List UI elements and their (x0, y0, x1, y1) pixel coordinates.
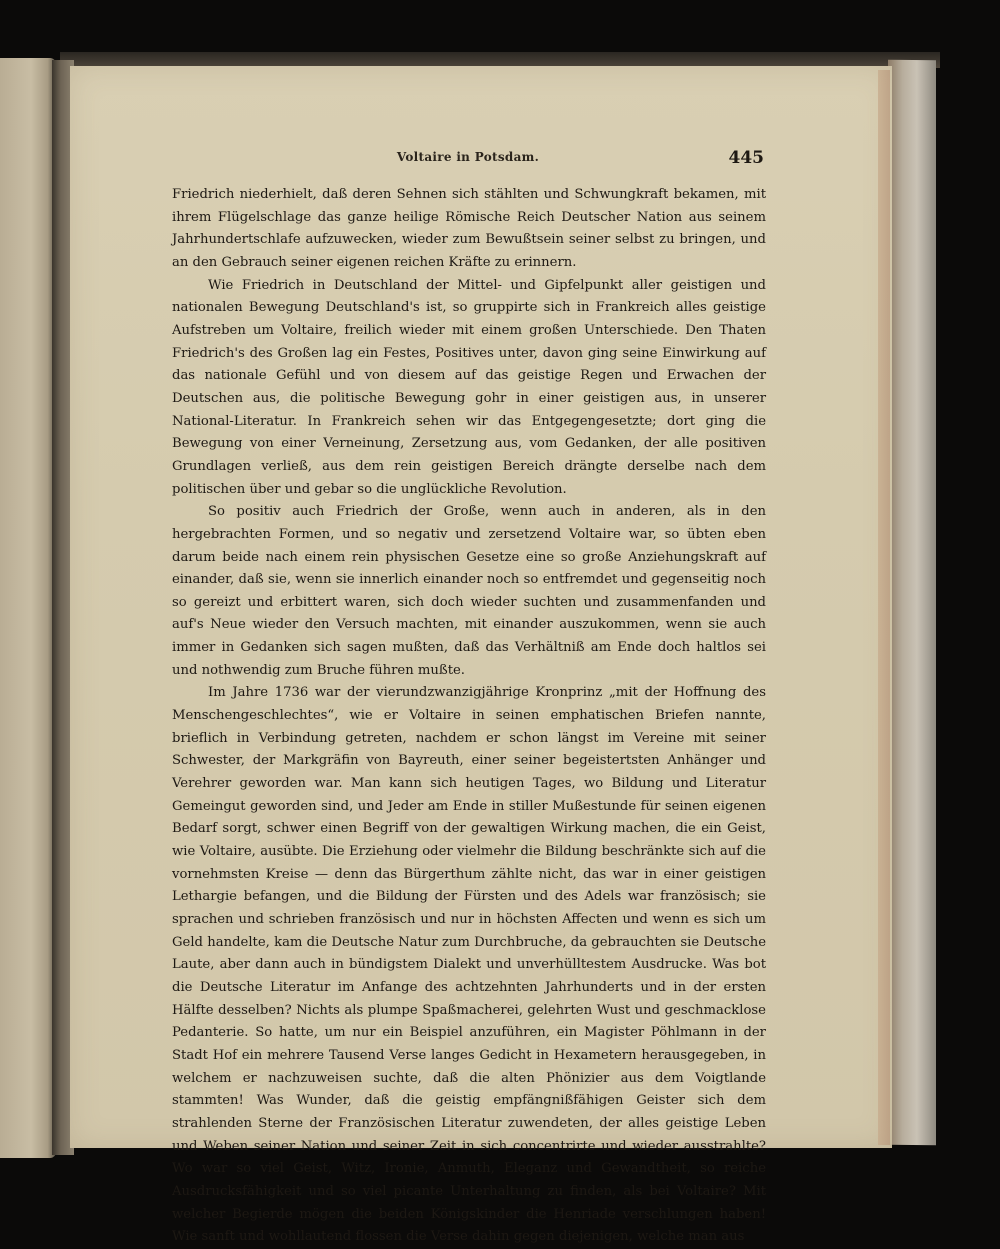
book-cover-right-edge (888, 60, 936, 1145)
page-number: 445 (728, 148, 764, 168)
body-text (172, 184, 766, 1249)
page-right-edge (878, 70, 890, 1145)
paragraph: So positiv auch Friedrich der Große, wenn auch in anderen, als in den hergebrachten Formen, und so negativ und zersetzend Voltaire war, so übten eben darum beide nach einem rein physischen Gesetze eine so große Anziehungskraft auf einander, daß sie, wenn sie innerlich einander noch so entfremdet und gegenseitig noch so gereizt und erbittert waren, sich doch wieder suchten und zusammenfanden und auf's Neue wieder den Versuch machten, mit einander auszukommen, wenn sie auch immer in Gedanken sich sagen mußten, daß das Verhältniß am Ende doch haltlos sei und nothwendig zum Bruche führen mußte. (172, 504, 766, 678)
paragraph: Wie Friedrich in Deutschland der Mittel- und Gipfelpunkt aller geistigen und nationalen Bewegung Deutschland's ist, so gruppirte sich in Frankreich alles geistige Aufstreben um Voltaire, freilich wieder mit einem großen Unterschiede. Den Thaten Friedrich's des Großen lag ein Festes, Positives unter, davon ging seine Einwirkung auf das nationale Gefühl und von diesem auf das geistige Regen und Erwachen der Deutschen aus, die politische Bewegung gohr in einer geistigen aus, in unserer National-Literatur. In Frankreich sehen wir das Entgegengesetzte; dort ging die Bewegung von einer Verneinung, Zersetzung aus, vom Gedanken, der alle positiven Grundlagen verließ, aus dem rein geistigen Bereich drängte derselbe nach dem politischen über und gebar so die unglückliche Revolution. (172, 277, 766, 497)
running-title: Voltaire in Potsdam. (396, 150, 540, 164)
paragraph: Friedrich niederhielt, daß deren Sehnen sich stählten und Schwungkraft bekamen, mit ihrem Flügelschlage das ganze heilige Römische Reich Deutscher Nation aus seinem Jahrhundertschlafe aufzuwecken, wieder zum Bewußtsein seiner selbst zu bringen, und an den Gebrauch seiner eigenen reichen Kräfte zu erinnern. (172, 187, 766, 270)
left-page-edge (0, 58, 56, 1158)
page-header (172, 148, 764, 172)
paragraph: Im Jahre 1736 war der vierundzwanzigjährige Kronprinz „mit der Hoffnung des Menschengeschlechtes“, wie er Voltaire in seinen emphatischen Briefen nannte, brieflich in Verbindung getreten, nachdem er schon längst im Vereine mit seiner Schwester, der Markgräfin von Bayreuth, einer seiner begeistertsten Anhänger und Verehrer geworden war. Man kann sich heutigen Tages, wo Bildung und Literatur Gemeingut geworden sind, und Jeder am Ende in stiller Mußestunde für seinen eigenen Bedarf sorgt, schwer einen Begriff von der gewaltigen Wirkung machen, die ein Geist, wie Voltaire, ausübte. Die Erziehung oder vielmehr die Bildung beschränkte sich auf die vornehmsten Kreise — denn das Bürgerthum zählte nicht, das war in einer geistigen Lethargie befangen, und die Bildung der Fürsten und des Adels war französisch; sie sprachen und schrieben französisch und nur in höchsten Affecten und wenn es sich um Geld handelte, kam die Deutsche Natur zum Durchbruche, da gebrauchten sie Deutsche Laute, aber dann auch in bündigstem Dialekt und unverhülltestem Ausdrucke. Was bot die Deutsche Literatur im Anfange des achtzehnten Jahrhunderts und in der ersten Hälfte desselben? Nichts als plumpe Spaßmacherei, gelehrten Wust und geschmacklose Pedanterie. So hatte, um nur ein Beispiel anzuführen, ein Magister Pöhlmann in der Stadt Hof ein mehrere Tausend Verse langes Gedicht in Hexametern herausgegeben, in welchem er nachzuweisen suchte, daß die alten Phönizier aus dem Voigtlande stammten! Was Wunder, daß die geistig empfängnißfähigen Geister sich dem strahlenden Sterne der Französischen Literatur zuwendeten, der alles geistige Leben und Weben seiner Nation und seiner Zeit in sich concentrirte und wieder ausstrahlte? Wo war so viel Geist, Witz, Ironie, Anmuth, Eleganz und Gewandtheit, so reiche Ausdrucksfähigkeit und so viel picante Unterhaltung zu finden, als bei Voltaire? Mit welcher Begierde mögen die beiden Königskinder die Henriade verschlungen haben! Wie sanft und wohllautend flossen die Verse dahin gegen diejenigen, welche man aus (172, 685, 766, 1245)
